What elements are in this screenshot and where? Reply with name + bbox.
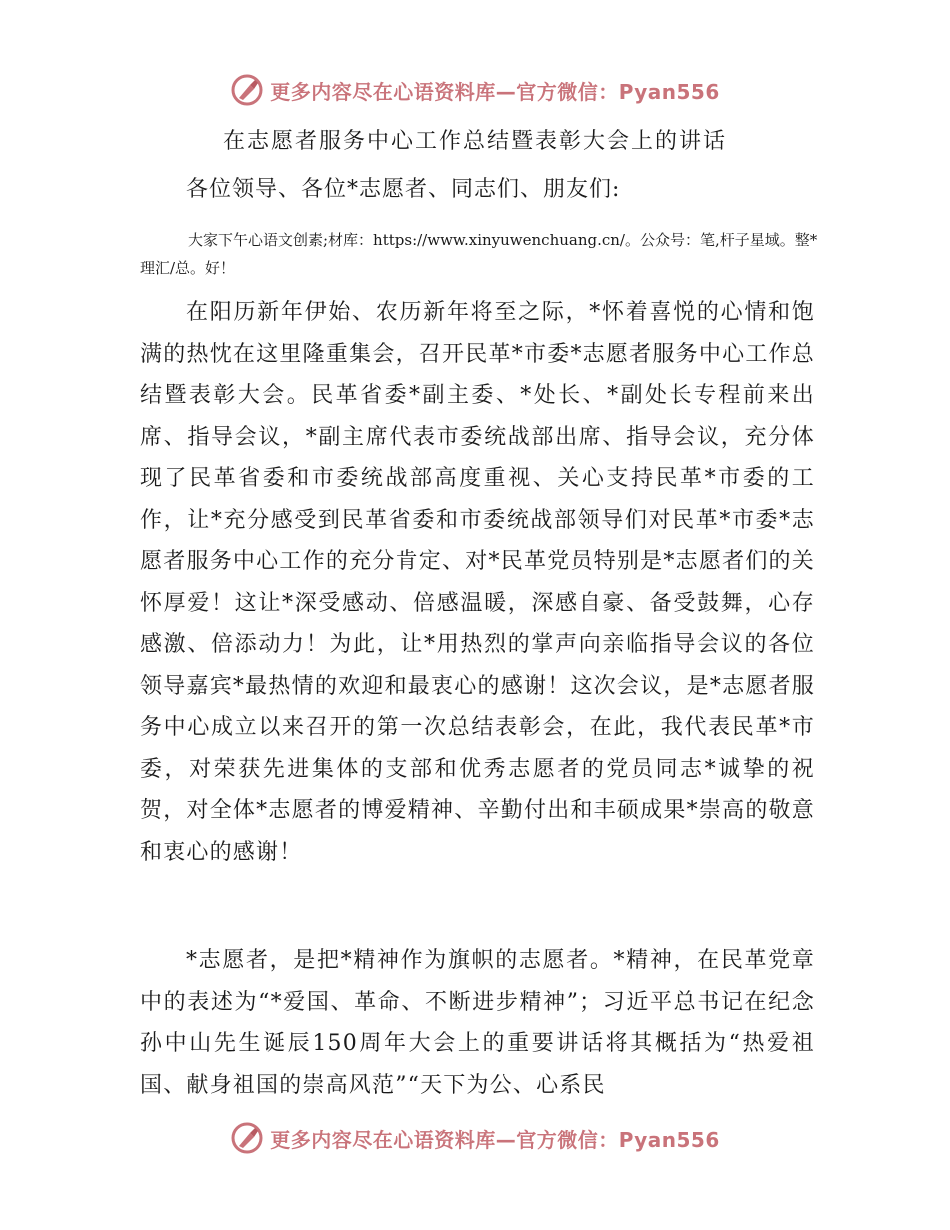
body-paragraph-1: 在阳历新年伊始、农历新年将至之际，*怀着喜悦的心情和饱满的热忱在这里隆重集会，召开民革*市委*志愿者服务中心工作总结暨表彰大会。民革省委*副主委、*处长、*副处长专程前来出席、指导会议，*副主席代表市委统战部出席、指导会议，充分体现了民革省委和市委统战部高度重视、关心支持民革*市委的工作，让*充分感受到民革省委和市委统战部领导们对民革*市委*志愿者服务中心工作的充分肯定、对*民革党员特别是*志愿者们的关怀厚爱！这让*深受感动、倍感温暖，深感自豪、备受鼓舞，心存感激、倍添动力！为此，让*用热烈的掌声向亲临指导会议的各位领导嘉宾*最热情的欢迎和最衷心的感谢！这次会议，是*志愿者服务中心成立以来召开的第一次总结表彰会，在此，我代表民革*市委，对荣获先进集体的支部和优秀志愿者的党员同志*诚挚的祝贺，对全体*志愿者的博爱精神、辛勤付出和丰硕成果*崇高的敬意和衷心的感谢！ (140, 300, 815, 865)
footer-banner-text: 更多内容尽在心语资料库—官方微信：Pyan556 (270, 1127, 720, 1152)
pen-nib-circle-icon (230, 1121, 264, 1155)
pen-nib-circle-icon (230, 73, 264, 107)
source-note: 大家下午心语文创素;材库：https://www.xinyuwenchuang.cn/。公众号：笔,杆子星域。整*理汇/总。好！ (140, 231, 818, 277)
header-banner-text: 更多内容尽在心语资料库—官方微信：Pyan556 (270, 79, 720, 104)
document-title: 在志愿者服务中心工作总结暨表彰大会上的讲话 (222, 129, 727, 154)
body-paragraph-2: *志愿者，是把*精神作为旗帜的志愿者。*精神，在民革党章中的表述为“*爱国、革命、不断进步精神”；习近平总书记在纪念孙中山先生诞辰150周年大会上的重要讲话将其概括为“热爱祖国、献身祖国的崇高风范”“天下为公、心系民 (140, 948, 815, 1098)
salutation: 各位领导、各位*志愿者、同志们、朋友们: (186, 177, 621, 202)
footer-banner (0, 1118, 950, 1158)
header-banner (0, 70, 950, 110)
